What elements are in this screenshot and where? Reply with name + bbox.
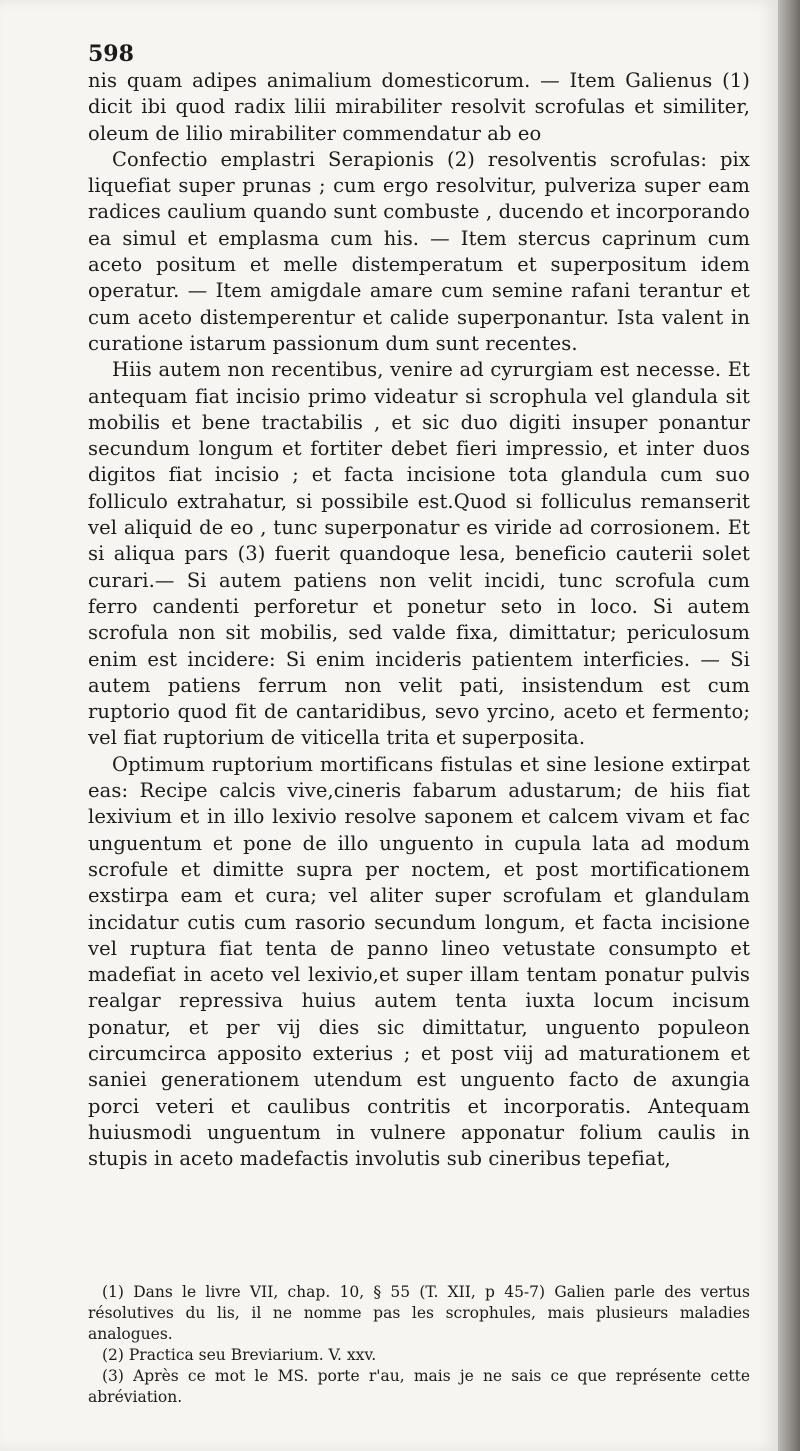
footnotes [88, 1282, 750, 1408]
footnote-3: (3) Après ce mot le MS. porte r'au, mais je ne sais ce que représente cette abréviation. [88, 1367, 750, 1406]
paragraph-1: nis quam adipes animalium domesticorum. — Item Galienus (1) dicit ibi quod radix lilii mirabiliter resolvit scrofulas et similiter, oleum de lilio mirabiliter commendatur ab eo [88, 69, 750, 145]
page-number: 598 [88, 41, 134, 67]
footnote-2: (2) Practica seu Breviarium. V. xxv. [102, 1346, 377, 1364]
paragraph-2: Confectio emplastri Serapionis (2) resolventis scrofulas: pix liquefiat super prunas ; cum ergo resolvitur, pulveriza super eam radices caulium quando sunt combuste , ducendo et incorporando ea simul et emplasma cum his. — Item stercus caprinum cum aceto positum et melle distemperatum et superpositum idem operatur. — Item amigdale amare cum semine rafani terantur et cum aceto distemperentur et calide superponantur. Ista valent in curatione istarum passionum dum sunt recentes. [88, 147, 750, 355]
page-edge [778, 0, 800, 1451]
paragraph-4: Optimum ruptorium mortificans fistulas et sine lesione extirpat eas: Recipe calcis vive,cineris fabarum adustarum; de hiis fiat lexivium et in illo lexivio resolve saponem et calcem vivam et fac unguentum et pone de illo unguento in cupula lata ad modum scrofule et dimitte supra per noctem, et post mortificationem exstirpa eam et cura; vel aliter super scrofulam et glandulam incidatur cutis cum rasorio secundum longum, et facta incisione vel ruptura fiat tenta de panno lineo vetustate consumpto et madefiat in aceto vel lexivio,et super illam tentam ponatur pulvis realgar repressiva huius autem tenta iuxta locum incisum ponatur, et per vij dies sic dimittatur, unguento populeon circumcirca apposito exterius ; et post viij ad maturationem et saniei generationem utendum est unguento facto de axungia porci veteri et caulibus contritis et incorporatis. Antequam huiusmodi unguentum in vulnere apponatur folium caulis in stupis in aceto madefactis involutis sub cineribus tepefiat, [88, 752, 750, 1171]
body-text [88, 68, 750, 1172]
page-content [88, 40, 750, 1172]
paragraph-3: Hiis autem non recentibus, venire ad cyrurgiam est necesse. Et antequam fiat incisio primo videatur si scrophula vel glandula sit mobilis et bene tractabilis , et sic duo digiti insuper ponantur secundum longum et fortiter debet fieri impressio, et inter duos digitos fiat incisio ; et facta incisione tota glandula cum suo folliculo extrahatur, si possibile est.Quod si folliculus remanserit vel aliquid de eo , tunc superponatur es viride ad corrosionem. Et si aliqua pars (3) fuerit quandoque lesa, beneficio cauterii solet curari.— Si autem patiens non velit incidi, tunc scrofula cum ferro candenti perforetur et ponetur seto in loco. Si autem scrofula non sit mobilis, sed valde fixa, dimittatur; periculosum enim est incidere: Si enim incideris patientem interficies. — Si autem patiens ferrum non velit pati, insistendum est cum ruptorio quod fit de cantaridibus, sevo yrcino, aceto et fermento; vel fiat ruptorium de viticella trita et superposita. [88, 358, 750, 750]
footnote-1: (1) Dans le livre VII, chap. 10, § 55 (T. XII, p 45-7) Galien parle des vertus résolutives du lis, il ne nomme pas les scrophules, mais plusieurs maladies analogues. [88, 1283, 750, 1343]
